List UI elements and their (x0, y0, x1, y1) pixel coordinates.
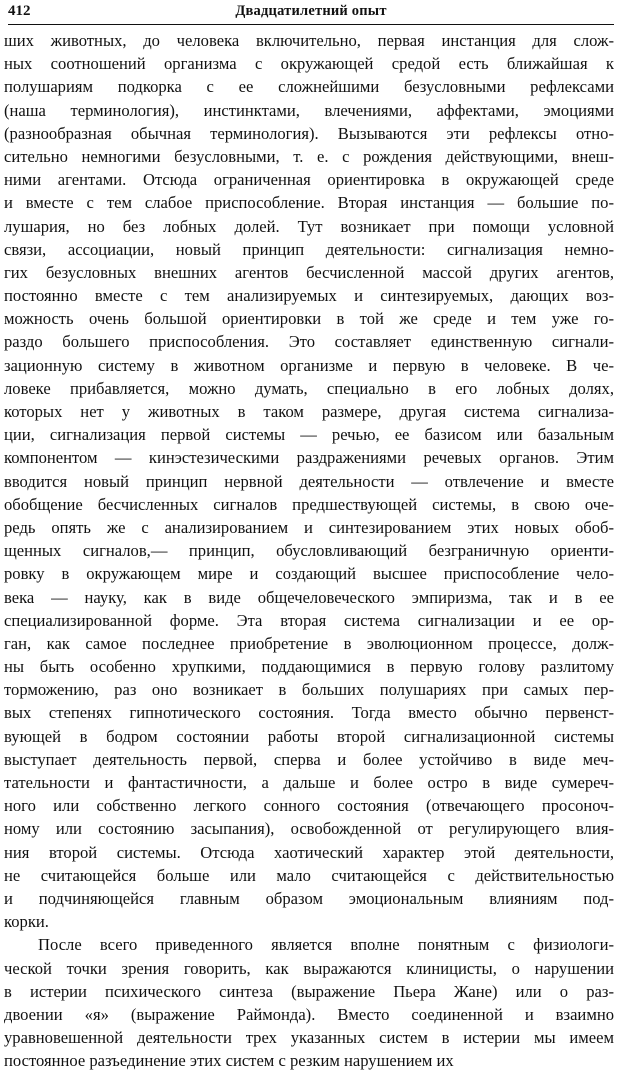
page-number: 412 (8, 3, 31, 19)
text-line: вующей в бодром состоянии работы второй сигнализационной системы (4, 726, 614, 746)
text-line: постоянное разъединение этих систем с резким нарушением их (4, 1051, 454, 1071)
text-line: лушария, но без лобных долей. Тут возникает при помощи условной (4, 216, 614, 236)
text-line: специализированной форме. Эта вторая система сигнализации и ее ор- (4, 610, 614, 630)
text-line: вых степенях гипнотического состояния. Тогда вместо обычно первенст- (4, 703, 614, 723)
text-line: ных соотношений организма с окружающей средой есть ближайшая к (4, 54, 614, 74)
text-line: компонентом — кинэстезическими раздражениями речевых органов. Этим (4, 448, 614, 468)
text-line: ших животных, до человека включительно, первая инстанция для слож- (4, 31, 614, 50)
text-line: корки. (4, 912, 49, 932)
text-line: ними агентами. Отсюда ограниченная ориентировка в окружающей среде (4, 170, 614, 190)
text-line: связи, ассоциации, новый принцип деятельности: сигнализация немно- (4, 239, 614, 259)
text-line: ния второй системы. Отсюда хаотический характер этой деятельности, (4, 842, 614, 862)
text-line: и вместе с тем слабое приспособление. Вторая инстанция — большие по- (4, 193, 614, 213)
text-line: вводится новый принцип нервной деятельности — отвлечение и вместе (4, 471, 614, 491)
text-line: ного или собственно легкого сонного состояния (отвечающего просоноч- (4, 796, 614, 816)
text-line: раздо большего приспособления. Это составляет единственную сигнали- (4, 332, 614, 352)
text-line: ции, сигнализация первой системы — речью, ее базисом или базальным (4, 425, 614, 445)
text-line: обобщение бесчисленных сигналов предшествующей системы, в свою оче- (4, 494, 614, 514)
text-line: (наша терминология), инстинктами, влечениями, аффектами, эмоциями (4, 100, 614, 120)
text-line: в истерии психического синтеза (выражение Пьера Жане) или о раз- (4, 981, 614, 1001)
text-line: века — науку, как в виде общечеловеческого эмпиризма, так и в ее (4, 587, 614, 607)
text-line: ровку в окружающем мире и создающий высшее приспособление чело- (4, 564, 614, 584)
text-line: уравновешенной деятельности трех указанных систем в истерии мы имеем (4, 1028, 614, 1048)
text-line: двоении «я» (выражение Раймонда). Вместо соединенной и взаимно (4, 1004, 614, 1024)
text-line: полушариям подкорка с ее сложнейшими безусловными рефлексами (4, 77, 614, 97)
text-line: щенных сигналов,— принцип, обусловливающий безграничную ориенти- (4, 541, 614, 561)
text-line: гих безусловных внешних агентов бесчисленной массой других агентов, (4, 262, 614, 282)
text-line: и подчиняющейся главным образом эмоциональным влияниям под- (4, 888, 614, 908)
page-header (8, 2, 614, 25)
text-line: сительно немногими безусловными, т. е. с рождения действующими, внеш- (4, 146, 614, 166)
text-line: ган, как самое последнее приобретение в эволюционном процессе, долж- (4, 633, 614, 653)
text-line: выступает деятельность первой, сперва и более устойчиво в виде меч- (4, 749, 614, 769)
text-line: редь опять же с анализированием и синтезированием этих новых обоб- (4, 517, 614, 537)
text-line: которых нет у животных в таком размере, другая система сигнализа- (4, 402, 614, 421)
text-line: зационную систему в животном организме и первую в человеке. В че- (4, 355, 614, 375)
text-line: (разнообразная обычная терминология). Вызываются эти рефлексы отно- (4, 123, 614, 143)
text-line: постоянно вместе с тем анализируемых и синтезируемых, дающих воз- (4, 286, 614, 306)
text-line: ному или состоянию засыпания), освобожденной от регулирующего влия- (4, 819, 614, 839)
text-line: не считающейся больше или мало считающейся с действительностью (4, 865, 614, 885)
text-line: ловеке прибавляется, можно думать, специально в его лобных долях, (4, 378, 614, 398)
text-line: можность очень большой ориентировки в той же среде и тем уже го- (4, 309, 614, 329)
text-line: тательности и фантастичности, а дальше и более остро в виде сумереч- (4, 773, 614, 792)
text-line: ны быть особенно хрупкими, поддающимися в первую голову разлитому (4, 657, 614, 677)
text-line: торможению, раз оно возникает в больших полушариях при самых пер- (4, 680, 614, 700)
text-line: ческой точки зрения говорить, как выражаются клиницисты, о нарушении (4, 958, 614, 978)
body-text (4, 29, 614, 1072)
text-line: После всего приведенного является вполне понятным с физиологи- (38, 935, 614, 955)
running-title: Двадцатилетний опыт (235, 3, 387, 19)
